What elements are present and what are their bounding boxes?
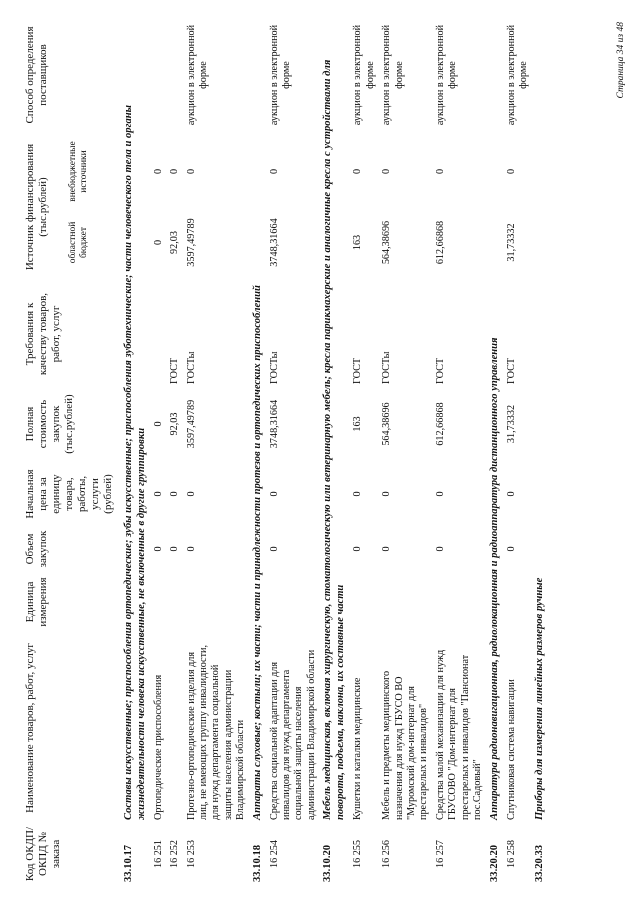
- header-total: Полная стоимость закупок (тыс.рублей): [24, 394, 75, 454]
- row-method: аукцион в электронной форме: [352, 24, 376, 126]
- finance-values: [186, 136, 198, 278]
- procurement-table: [22, 17, 549, 885]
- header-finance-sub: [68, 136, 90, 278]
- row-name: Средства малой механизации для нужд ГБУСОВО "Дом-интернат для престарелых и инвалидов "Пансионат пос.Садовый": [434, 649, 484, 820]
- table-row: [151, 17, 167, 885]
- row-volume: 0: [152, 546, 164, 552]
- row-method: аукцион в электронной форме: [268, 24, 293, 126]
- row-unit-price: 0: [152, 491, 164, 497]
- row-number: 16 251: [152, 840, 164, 869]
- table-row: [167, 17, 183, 885]
- row-number: 16 258: [505, 840, 517, 869]
- finance-extra: 0: [381, 168, 393, 175]
- row-unit-price: 0: [381, 491, 393, 497]
- section-title: Аппаратура радионавигационная, радиолокационная и радиоаппаратура дистанционного управления: [488, 337, 500, 820]
- table-row: [267, 17, 321, 885]
- section-row: [121, 17, 151, 885]
- section-code: 33.20.33: [534, 844, 546, 882]
- row-volume: 0: [381, 546, 393, 552]
- row-unit-price: 0: [434, 491, 446, 497]
- section-row: [532, 17, 549, 885]
- row-unit: [504, 571, 533, 633]
- finance-extra: 0: [185, 168, 197, 175]
- finance-extra: 0: [152, 168, 164, 175]
- row-finance: [350, 133, 379, 281]
- row-finance: [267, 133, 321, 281]
- row-quality: ГОСТ: [434, 357, 446, 384]
- row-name: Средства социальной адаптации для инвалидов для нужд департамента социальной защиты населения администрации Владимирской области: [268, 649, 317, 820]
- finance-regional: 0: [152, 239, 164, 246]
- row-unit: [350, 571, 379, 633]
- row-finance: [167, 133, 183, 281]
- row-quality: ГОСТ: [169, 357, 181, 384]
- table-row: [504, 17, 533, 885]
- finance-extra: 0: [268, 168, 280, 175]
- section-row: [250, 17, 267, 885]
- row-name: Мебель и предметы медицинского назначения для нужд ГБУСО ВО "Муромский дом-интернат для престарелых и инвалидов": [381, 670, 430, 820]
- row-unit-price: 0: [169, 491, 181, 497]
- row-method: аукцион в электронной форме: [434, 24, 459, 126]
- row-volume: 0: [505, 546, 517, 552]
- row-number: 16 253: [185, 840, 197, 869]
- table-body: [121, 17, 550, 885]
- table-row: [350, 17, 379, 885]
- row-unit-price: 0: [352, 491, 364, 497]
- row-quality: ГОСТ: [352, 357, 364, 384]
- row-number: 16 254: [268, 840, 280, 869]
- row-number: 16 256: [381, 840, 393, 869]
- row-finance: [151, 133, 167, 281]
- finance-values: [153, 136, 165, 278]
- row-volume: 0: [185, 546, 197, 552]
- section-code: 33.10.17: [122, 844, 134, 882]
- finance-values: [381, 136, 393, 278]
- row-number: 16 257: [434, 840, 446, 869]
- section-code: 33.10.18: [251, 844, 263, 882]
- section-code: 33.20.20: [488, 844, 500, 882]
- row-method: [167, 17, 183, 133]
- finance-extra: 0: [352, 168, 364, 175]
- finance-regional: 3597,49789: [185, 218, 197, 267]
- row-volume: 0: [268, 546, 280, 552]
- finance-values: [435, 136, 447, 278]
- row-total: 0: [152, 421, 164, 427]
- header-volume: Объем закупок: [24, 530, 49, 568]
- page-footer: Страница 34 из 48: [616, 22, 626, 99]
- section-code: 33.10.20: [322, 844, 334, 882]
- section-row: [487, 17, 504, 885]
- row-volume: 0: [434, 546, 446, 552]
- section-title: Мебель медицинская, включая хирургическую, стоматологическую или ветеринарную мебель; кресла парикмахерские и аналогичные кресла с устройствами для поворота, подъема, наклона, их составные части: [322, 59, 347, 820]
- header-unit: Единица измерения: [24, 577, 49, 627]
- row-unit-price: 0: [268, 491, 280, 497]
- row-total: 31,73332: [505, 404, 517, 444]
- finance-extra: 0: [505, 168, 517, 175]
- row-unit-price: 0: [185, 491, 197, 497]
- header-name: Наименование товаров, работ, услуг: [24, 643, 36, 813]
- finance-values: [352, 136, 364, 278]
- section-title: Аппараты слуховые; костыли; их части; части и принадлежности протезов и ортопедических приспособлений: [251, 285, 263, 820]
- table-header-row: [22, 17, 121, 885]
- header-quality: Требования к качеству товаров, работ, услуг: [24, 292, 62, 376]
- finance-extra: 0: [169, 168, 181, 175]
- row-total: 163: [352, 416, 364, 432]
- row-method: аукцион в электронной форме: [381, 24, 405, 126]
- finance-values: [506, 136, 518, 278]
- row-name: Протезно-ортопедические изделия для лиц, не имеющих группу инвалидности, для нужд департамента социальной защиты населения администрации Владимирской области: [185, 644, 247, 820]
- header-finance: [22, 133, 121, 281]
- row-finance: [433, 133, 487, 281]
- row-unit: [379, 571, 433, 633]
- finance-extra: 0: [434, 168, 446, 175]
- row-unit: [267, 571, 321, 633]
- row-total: 612,66868: [434, 402, 446, 446]
- row-quality: [151, 281, 167, 387]
- table-row: [379, 17, 433, 885]
- row-quality: ГОСТ: [505, 357, 517, 384]
- header-unit-price: Начальная цена за единицу товара, работы, услуги (рублей): [24, 469, 114, 519]
- row-volume: 0: [352, 546, 364, 552]
- row-total: 3748,31664: [268, 399, 280, 449]
- row-name: Кушетки и каталки медицинские: [352, 677, 364, 820]
- header-finance-label: Источник финансирования (тыс.рублей): [24, 143, 49, 271]
- row-method: [151, 17, 167, 133]
- row-total: 3597,49789: [185, 399, 197, 449]
- table-row: [433, 17, 487, 885]
- row-volume: 0: [169, 546, 181, 552]
- row-method: аукцион в электронной форме: [185, 24, 209, 126]
- row-unit: [184, 571, 250, 633]
- row-total: 564,38696: [381, 402, 393, 446]
- finance-regional: 612,66868: [434, 220, 446, 265]
- section-title: Составы искусственные; приспособления ортопедические; зубы искусственные; приспособления зуботехнические; части человеческого тела и органы жизнедеятельности человека искусственные, не включенные в другие группировки: [122, 104, 147, 820]
- row-number: 16 252: [169, 840, 181, 869]
- section-row: [320, 17, 350, 885]
- row-name: Спутниковая система навигации: [505, 679, 517, 820]
- table-row: [184, 17, 250, 885]
- section-title: Приборы для измерения линейных размеров ручные: [534, 577, 546, 820]
- row-total: 92,03: [169, 412, 181, 436]
- row-unit: [167, 571, 183, 633]
- row-finance: [379, 133, 433, 281]
- row-finance: [504, 133, 533, 281]
- row-name: Ортопедические приспособления: [152, 674, 164, 820]
- finance-regional: 31,73332: [505, 223, 517, 262]
- finance-regional: 564,38696: [381, 220, 393, 265]
- finance-regional: 163: [352, 234, 364, 251]
- finance-values: [269, 136, 281, 278]
- finance-values: [169, 136, 181, 278]
- row-number: 16 255: [352, 840, 364, 869]
- row-quality: ГОСТы: [185, 351, 197, 384]
- row-quality: ГОСТы: [268, 351, 280, 384]
- finance-regional: 92,03: [169, 231, 181, 254]
- row-unit-price: 0: [505, 491, 517, 497]
- row-unit: [433, 571, 487, 633]
- row-unit: [151, 571, 167, 633]
- header-fin-extra: внебюджетные источники: [67, 141, 90, 202]
- header-code: Код ОКДП/ ОКПД № заказа: [24, 826, 62, 882]
- header-fin-regional: областной бюджет: [67, 221, 90, 264]
- row-method: аукцион в электронной форме: [505, 24, 529, 126]
- finance-regional: 3748,31664: [268, 218, 280, 267]
- row-name: [167, 633, 183, 823]
- header-method: Способ определения поставщиков: [24, 26, 49, 124]
- row-finance: [184, 133, 250, 281]
- row-quality: ГОСТы: [381, 351, 393, 384]
